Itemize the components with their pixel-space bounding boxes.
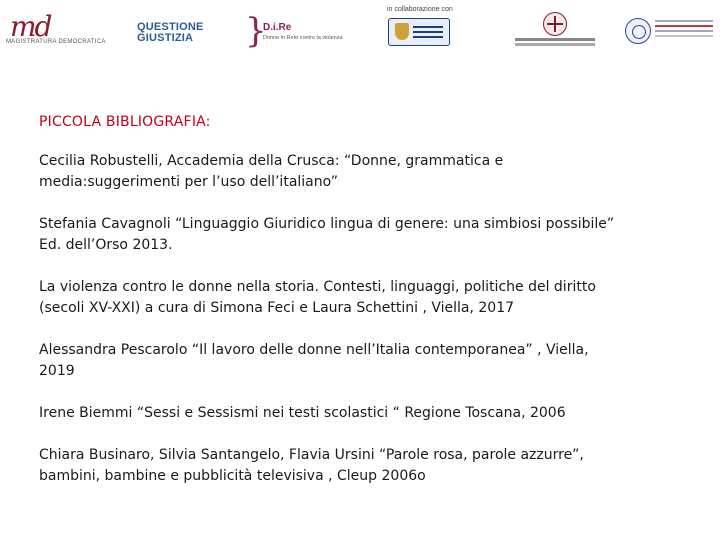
bibliography-entry [39,340,679,382]
qg-logo-line1: QUESTIONE [137,21,204,33]
partner-badge-logo [388,18,450,46]
bibliography-entry [39,214,679,256]
shield-icon [395,23,409,40]
cross-logo-text-lines [515,38,595,41]
entry-line: (secoli XV-XXI) a cura di Simona Feci e Laura Schettini , Viella, 2017 [39,300,515,316]
magistratura-democratica-logo [6,10,106,48]
entry-line: 2019 [39,363,75,379]
partner-seal-logo [625,16,715,52]
md-logo-caption: MAGISTRATURA DEMOCRATICA [6,39,106,45]
entry-line: Irene Biemmi “Sessi e Sessismi nei testi scolastici “ Regione Toscana, 2006 [39,405,566,421]
seal-logo-text-lines [655,20,713,22]
entry-line: Chiara Businaro, Silvia Santangelo, Flavia Ursini “Parole rosa, parole azzurre”, [39,447,584,463]
cross-seal-icon [543,12,567,36]
questione-giustizia-logo [137,22,212,48]
bibliography-heading: PICCOLA BIBLIOGRAFIA: [39,114,211,130]
entry-line: bambini, bambine e pubblicità televisiva , Cleup 2006o [39,468,426,484]
bibliography-entry [39,403,679,424]
bibliography-entry [39,277,679,319]
entry-line: Ed. dell’Orso 2013. [39,237,173,253]
seal-icon [625,18,651,44]
entry-line: Cecilia Robustelli, Accademia della Crusca: “Donne, grammatica e [39,153,504,169]
logo-header [0,0,720,60]
qg-logo-line2: GIUSTIZIA [137,32,194,44]
entry-line: La violenza contro le donne nella storia. Contesti, linguaggi, politiche del diritto [39,279,596,295]
bibliography-entry [39,151,679,193]
entry-line: Alessandra Pescarolo “Il lavoro delle donne nell’Italia contemporanea” , Viella, [39,342,589,358]
dire-brace-icon: } [245,11,267,51]
partner-cross-logo [515,12,595,52]
bibliography-section [39,112,679,508]
entry-line: media:suggerimenti per l’uso dell’italiano” [39,174,338,190]
bibliography-entry [39,445,679,487]
dire-logo-name: D.i.Re [263,22,292,33]
md-logo-mark: md [10,10,51,43]
badge-text-lines [413,26,443,28]
entry-line: Stefania Cavagnoli “Linguaggio Giuridico lingua di genere: una simbiosi possibile” [39,216,615,232]
dire-logo-subtitle: Donne in Rete contro la violenza [263,35,343,41]
dire-logo [245,12,355,52]
collaboration-label: in collaborazione con [387,6,453,13]
